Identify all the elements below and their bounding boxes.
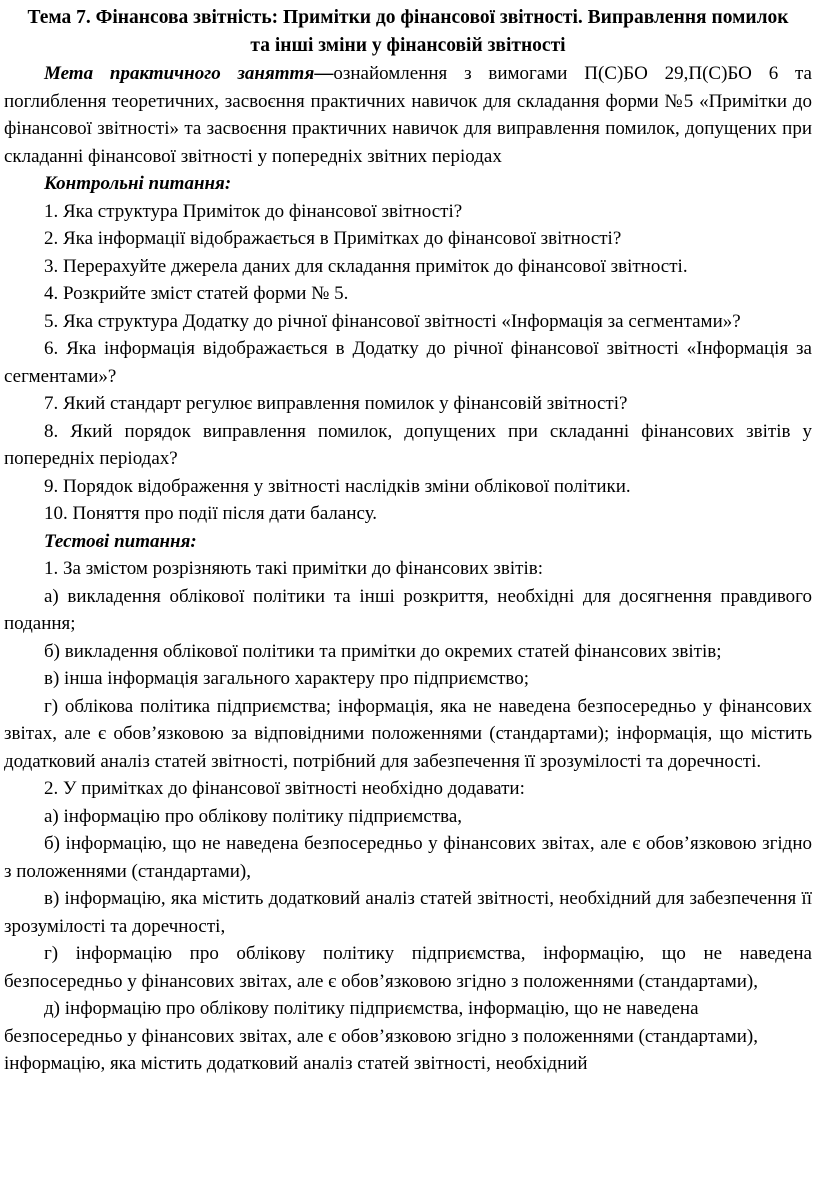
control-questions-heading: Контрольні питання: [44, 173, 232, 194]
control-question-4: 4. Розкрийте зміст статей форми № 5. [44, 283, 349, 304]
test-2-option-a: а) інформацію про облікову політику підприємства, [44, 805, 463, 827]
goal-text: ознайомлення з вимогами П(С)БО 29,П(С)БО 6 та поглиблення теоретичних, засвоєння практичних навичок для складання форми №5 «Примітки до фінансової звітності» та засвоєння практичних навичок для виправлення помилок, допущених при складанні фінансової звітності у попередніх звітних періодах [4, 63, 812, 167]
control-question-10: 10. Поняття про події після дати балансу. [44, 503, 378, 524]
control-question-3: 3. Перерахуйте джерела даних для складання приміток до фінансової звітності. [44, 255, 688, 277]
test-question-2: 2. У примітках до фінансової звітності необхідно додавати: [44, 778, 525, 799]
test-1-option-b: б) викладення облікової політики та примітки до окремих статей фінансових звітів; [44, 640, 722, 662]
test-question-1: 1. За змістом розрізняють такі примітки до фінансових звітів: [44, 558, 544, 579]
control-question-7: 7. Який стандарт регулює виправлення помилок у фінансовій звітності? [44, 393, 628, 414]
test-1-option-d: г) облікова політика підприємства; інформація, яка не наведена безпосередньо у фінансових звітах, але є обов’язковою за відповідними положеннями (стандартами); інформація, що містить додатковий аналіз статей звітності, потрібний для забезпечення її зрозумілості та доречності. [4, 695, 812, 772]
control-question-8: 8. Який порядок виправлення помилок, допущених при складанні фінансових звітів у попередніх періодах? [4, 420, 812, 469]
page-title: Тема 7. Фінансова звітність: Примітки до фінансової звітності. Виправлення помилок та інші зміни у фінансовій звітності [27, 7, 789, 56]
test-1-option-c: в) інша інформація загального характеру про підприємство; [44, 668, 529, 689]
test-1-option-a: а) викладення облікової політики та інші розкриття, необхідні для досягнення правдивого подання; [4, 585, 812, 634]
control-question-5: 5. Яка структура Додатку до річної фінансової звітності «Інформація за сегментами»? [44, 310, 741, 332]
test-2-option-e: д) інформацію про облікову політику підприємства, інформацію, що не наведена безпосередньо у фінансових звітах, але є обов’язковою згідно з положеннями (стандартами), інформацію, яка містить додатковий аналіз статей звітності, необхідний [4, 998, 758, 1074]
control-question-9: 9. Порядок відображення у звітності наслідків зміни облікової політики. [44, 475, 631, 497]
goal-label: Мета практичного заняття [44, 63, 315, 84]
control-question-1: 1. Яка структура Приміток до фінансової звітності? [44, 200, 463, 222]
test-2-option-d: г) інформацію про облікову політику підприємства, інформацію, що не наведена безпосередньо у фінансових звітах, але є обов’язковою згідно з положеннями (стандартами), [4, 943, 812, 992]
test-2-option-b: б) інформацію, що не наведена безпосередньо у фінансових звітах, але є обов’язковою згідно з положеннями (стандартами), [4, 833, 812, 882]
control-question-2: 2. Яка інформації відображається в Примітках до фінансової звітності? [44, 228, 622, 249]
control-question-6: 6. Яка інформація відображається в Додатку до річної фінансової звітності «Інформація за сегментами»? [4, 338, 812, 387]
goal-dash: — [314, 63, 334, 84]
test-questions-heading: Тестові питання: [44, 530, 197, 552]
goal-paragraph [0, 60, 816, 170]
test-2-option-c: в) інформацію, яка містить додатковий аналіз статей звітності, необхідний для забезпечення її зрозумілості та доречності, [4, 888, 812, 937]
